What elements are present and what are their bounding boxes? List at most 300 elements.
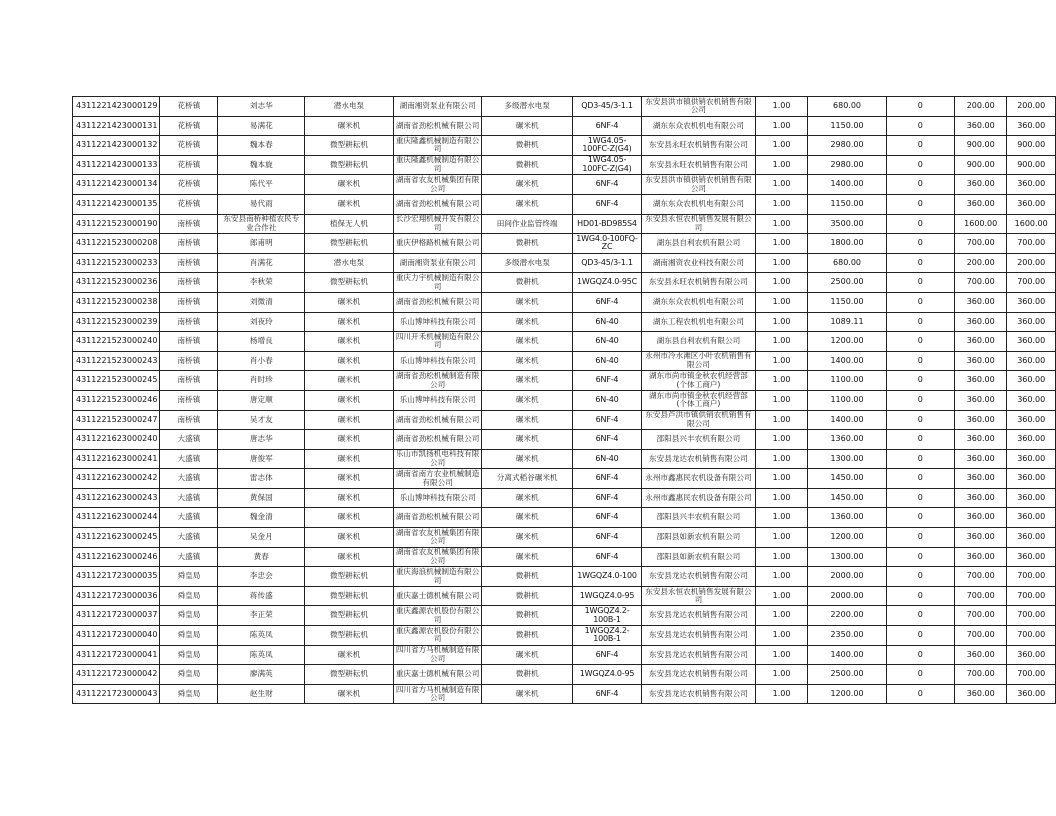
col-zero-cell: 0 [886, 214, 954, 234]
table-row [73, 430, 1056, 450]
quantity-cell: 1.00 [755, 332, 808, 352]
manufacturer-cell: 乐山博坤科技有限公司 [393, 312, 482, 332]
applicant-name-cell: 李正荣 [218, 606, 305, 626]
record-id-cell: 4311221723000036 [73, 586, 160, 606]
quantity-cell: 1.00 [755, 626, 808, 646]
central-subsidy-cell: 200.00 [955, 97, 1007, 117]
quantity-cell: 1.00 [755, 371, 808, 391]
central-subsidy-cell: 360.00 [955, 547, 1007, 567]
table-row [73, 155, 1056, 175]
manufacturer-cell: 重庆嘉士德机械有限公司 [393, 586, 482, 606]
col-zero-cell: 0 [886, 410, 954, 430]
central-subsidy-cell: 700.00 [955, 606, 1007, 626]
model-cell: 1WGQZ4.0-95C [572, 273, 641, 293]
quantity-cell: 1.00 [755, 508, 808, 528]
quantity-cell: 1.00 [755, 528, 808, 548]
dealer-cell: 东安县洪市镇供销农机销售有限公司 [642, 175, 756, 195]
central-subsidy-cell: 700.00 [955, 626, 1007, 646]
product-name-cell: 多级潜水电泵 [482, 253, 573, 273]
applicant-name-cell: 刘夜玲 [218, 312, 305, 332]
dealer-cell: 邵阳县兴丰农机有限公司 [642, 430, 756, 450]
applicant-name-cell: 易代雨 [218, 194, 305, 214]
dealer-cell: 邵阳县兴丰农机有限公司 [642, 508, 756, 528]
col-zero-cell: 0 [886, 390, 954, 410]
quantity-cell: 1.00 [755, 645, 808, 665]
dealer-cell: 东安县龙达农机销售有限公司 [642, 665, 756, 685]
col-zero-cell: 0 [886, 234, 954, 254]
quantity-cell: 1.00 [755, 449, 808, 469]
product-name-cell: 碾米机 [482, 645, 573, 665]
table-row [73, 528, 1056, 548]
machine-category-cell: 碾米机 [305, 390, 394, 410]
total-subsidy-cell: 700.00 [1007, 586, 1056, 606]
col-zero-cell: 0 [886, 469, 954, 489]
central-subsidy-cell: 360.00 [955, 351, 1007, 371]
product-name-cell: 碾米机 [482, 312, 573, 332]
manufacturer-cell: 乐山市凯扬机电科技有限公司 [393, 449, 482, 469]
table-row [73, 175, 1056, 195]
machine-category-cell: 碾米机 [305, 175, 394, 195]
total-subsidy-cell: 700.00 [1007, 567, 1056, 587]
dealer-cell: 东安县龙达农机销售有限公司 [642, 606, 756, 626]
applicant-name-cell: 唐志华 [218, 430, 305, 450]
manufacturer-cell: 乐山博坤科技有限公司 [393, 351, 482, 371]
col-zero-cell: 0 [886, 194, 954, 214]
town-cell: 南桥镇 [160, 410, 218, 430]
record-id-cell: 4311221623000246 [73, 547, 160, 567]
record-id-cell: 4311221423000132 [73, 136, 160, 156]
machine-category-cell: 微型耕耘机 [305, 665, 394, 685]
model-cell: 6N-40 [572, 332, 641, 352]
machine-category-cell: 微型耕耘机 [305, 606, 394, 626]
applicant-name-cell: 肖时珍 [218, 371, 305, 391]
manufacturer-cell: 重庆伊格路机械有限公司 [393, 234, 482, 254]
applicant-name-cell: 陈英凤 [218, 626, 305, 646]
manufacturer-cell: 重庆海浪机械制造有限公司 [393, 567, 482, 587]
dealer-cell: 东安县龙达农机销售有限公司 [642, 626, 756, 646]
manufacturer-cell: 湖南湘资泵业有限公司 [393, 97, 482, 117]
table-row [73, 234, 1056, 254]
total-subsidy-cell: 360.00 [1007, 332, 1056, 352]
sale-price-cell: 1100.00 [808, 390, 886, 410]
applicant-name-cell: 魏本春 [218, 136, 305, 156]
central-subsidy-cell: 360.00 [955, 488, 1007, 508]
applicant-name-cell: 蒋传盛 [218, 586, 305, 606]
manufacturer-cell: 湖南省农友机械集团有限公司 [393, 547, 482, 567]
manufacturer-cell: 湖南湘资泵业有限公司 [393, 253, 482, 273]
model-cell: 1WGQZ4.0-95 [572, 586, 641, 606]
product-name-cell: 微耕机 [482, 567, 573, 587]
central-subsidy-cell: 700.00 [955, 586, 1007, 606]
table-row [73, 469, 1056, 489]
col-zero-cell: 0 [886, 97, 954, 117]
subsidy-table [72, 96, 1056, 704]
town-cell: 大盛镇 [160, 528, 218, 548]
quantity-cell: 1.00 [755, 312, 808, 332]
product-name-cell: 碾米机 [482, 194, 573, 214]
sale-price-cell: 2350.00 [808, 626, 886, 646]
table-row [73, 97, 1056, 117]
machine-category-cell: 碾米机 [305, 449, 394, 469]
applicant-name-cell: 雷志体 [218, 469, 305, 489]
col-zero-cell: 0 [886, 547, 954, 567]
product-name-cell: 微耕机 [482, 234, 573, 254]
col-zero-cell: 0 [886, 273, 954, 293]
total-subsidy-cell: 360.00 [1007, 430, 1056, 450]
quantity-cell: 1.00 [755, 684, 808, 704]
quantity-cell: 1.00 [755, 292, 808, 312]
dealer-cell: 湖东县自利农机有限公司 [642, 234, 756, 254]
sale-price-cell: 2200.00 [808, 606, 886, 626]
total-subsidy-cell: 360.00 [1007, 508, 1056, 528]
central-subsidy-cell: 360.00 [955, 194, 1007, 214]
machine-category-cell: 碾米机 [305, 547, 394, 567]
town-cell: 南桥镇 [160, 292, 218, 312]
col-zero-cell: 0 [886, 312, 954, 332]
model-cell: 1WG4.05-100FC-Z(G4) [572, 136, 641, 156]
machine-category-cell: 微型耕耘机 [305, 155, 394, 175]
total-subsidy-cell: 200.00 [1007, 97, 1056, 117]
machine-category-cell: 碾米机 [305, 194, 394, 214]
dealer-cell: 湖东东众农机机电有限公司 [642, 116, 756, 136]
machine-category-cell: 碾米机 [305, 116, 394, 136]
table-row [73, 253, 1056, 273]
applicant-name-cell: 唐定顺 [218, 390, 305, 410]
model-cell: QD3-45/3-1.1 [572, 97, 641, 117]
manufacturer-cell: 重庆隆鑫机械制造有限公司 [393, 136, 482, 156]
total-subsidy-cell: 360.00 [1007, 684, 1056, 704]
central-subsidy-cell: 700.00 [955, 567, 1007, 587]
sale-price-cell: 2980.00 [808, 155, 886, 175]
machine-category-cell: 碾米机 [305, 312, 394, 332]
central-subsidy-cell: 1600.00 [955, 214, 1007, 234]
product-name-cell: 微耕机 [482, 626, 573, 646]
product-name-cell: 碾米机 [482, 371, 573, 391]
record-id-cell: 4311221623000241 [73, 449, 160, 469]
table-row [73, 567, 1056, 587]
quantity-cell: 1.00 [755, 97, 808, 117]
product-name-cell: 碾米机 [482, 508, 573, 528]
town-cell: 花桥镇 [160, 116, 218, 136]
table-row [73, 626, 1056, 646]
record-id-cell: 4311221523000239 [73, 312, 160, 332]
manufacturer-cell: 重庆隆鑫机械制造有限公司 [393, 155, 482, 175]
dealer-cell: 邵阳县如新农机有限公司 [642, 528, 756, 548]
record-id-cell: 4311221423000131 [73, 116, 160, 136]
applicant-name-cell: 刘志华 [218, 97, 305, 117]
machine-category-cell: 碾米机 [305, 410, 394, 430]
manufacturer-cell: 湖南省农友机械集团有限公司 [393, 175, 482, 195]
table-row [73, 606, 1056, 626]
machine-category-cell: 微型耕耘机 [305, 567, 394, 587]
manufacturer-cell: 湖南省劲松机械有限公司 [393, 292, 482, 312]
total-subsidy-cell: 360.00 [1007, 488, 1056, 508]
sale-price-cell: 1400.00 [808, 410, 886, 430]
model-cell: 1WGQZ4.0-95 [572, 665, 641, 685]
central-subsidy-cell: 360.00 [955, 684, 1007, 704]
town-cell: 花桥镇 [160, 155, 218, 175]
quantity-cell: 1.00 [755, 390, 808, 410]
table-row [73, 488, 1056, 508]
record-id-cell: 4311221623000242 [73, 469, 160, 489]
dealer-cell: 东安县永恒农机销售发展有限公司 [642, 586, 756, 606]
town-cell: 大盛镇 [160, 430, 218, 450]
applicant-name-cell: 陈代平 [218, 175, 305, 195]
manufacturer-cell: 四川省方马机械制造有限公司 [393, 645, 482, 665]
central-subsidy-cell: 360.00 [955, 645, 1007, 665]
quantity-cell: 1.00 [755, 175, 808, 195]
product-name-cell: 碾米机 [482, 449, 573, 469]
quantity-cell: 1.00 [755, 410, 808, 430]
applicant-name-cell: 赵生财 [218, 684, 305, 704]
town-cell: 南桥镇 [160, 390, 218, 410]
record-id-cell: 4311221723000040 [73, 626, 160, 646]
record-id-cell: 4311221723000037 [73, 606, 160, 626]
product-name-cell: 多级潜水电泵 [482, 97, 573, 117]
sale-price-cell: 1150.00 [808, 292, 886, 312]
model-cell: 6NF-4 [572, 371, 641, 391]
col-zero-cell: 0 [886, 645, 954, 665]
town-cell: 花桥镇 [160, 97, 218, 117]
record-id-cell: 4311221523000190 [73, 214, 160, 234]
col-zero-cell: 0 [886, 449, 954, 469]
sale-price-cell: 1360.00 [808, 508, 886, 528]
applicant-name-cell: 刘微清 [218, 292, 305, 312]
total-subsidy-cell: 360.00 [1007, 371, 1056, 391]
col-zero-cell: 0 [886, 116, 954, 136]
dealer-cell: 湖东工程农机机电有限公司 [642, 312, 756, 332]
town-cell: 舜皇局 [160, 665, 218, 685]
manufacturer-cell: 湖南省劲松机械制造有限公司 [393, 371, 482, 391]
central-subsidy-cell: 200.00 [955, 253, 1007, 273]
table-body [73, 97, 1056, 704]
record-id-cell: 4311221423000129 [73, 97, 160, 117]
town-cell: 舜皇局 [160, 626, 218, 646]
machine-category-cell: 微型耕耘机 [305, 136, 394, 156]
dealer-cell: 东安县永旺农机销售有限公司 [642, 136, 756, 156]
record-id-cell: 4311221523000238 [73, 292, 160, 312]
central-subsidy-cell: 360.00 [955, 410, 1007, 430]
product-name-cell: 碾米机 [482, 430, 573, 450]
manufacturer-cell: 湖南省劲松机械有限公司 [393, 430, 482, 450]
quantity-cell: 1.00 [755, 665, 808, 685]
model-cell: 6N-40 [572, 390, 641, 410]
quantity-cell: 1.00 [755, 351, 808, 371]
applicant-name-cell: 李忠会 [218, 567, 305, 587]
machine-category-cell: 碾米机 [305, 430, 394, 450]
machine-category-cell: 微型耕耘机 [305, 273, 394, 293]
applicant-name-cell: 魏金清 [218, 508, 305, 528]
quantity-cell: 1.00 [755, 430, 808, 450]
central-subsidy-cell: 360.00 [955, 469, 1007, 489]
dealer-cell: 湖东东众农机机电有限公司 [642, 292, 756, 312]
model-cell: 1WGQZ4.0-100 [572, 567, 641, 587]
machine-category-cell: 碾米机 [305, 469, 394, 489]
machine-category-cell: 碾米机 [305, 351, 394, 371]
model-cell: 6NF-4 [572, 684, 641, 704]
town-cell: 南桥镇 [160, 371, 218, 391]
product-name-cell: 微耕机 [482, 136, 573, 156]
total-subsidy-cell: 900.00 [1007, 136, 1056, 156]
applicant-name-cell: 李秋荣 [218, 273, 305, 293]
sale-price-cell: 1100.00 [808, 371, 886, 391]
applicant-name-cell: 肖满花 [218, 253, 305, 273]
model-cell: 6NF-4 [572, 508, 641, 528]
col-zero-cell: 0 [886, 175, 954, 195]
sale-price-cell: 1400.00 [808, 175, 886, 195]
central-subsidy-cell: 360.00 [955, 312, 1007, 332]
dealer-cell: 永州市鑫惠民农机设备有限公司 [642, 488, 756, 508]
product-name-cell: 碾米机 [482, 410, 573, 430]
table-row [73, 586, 1056, 606]
quantity-cell: 1.00 [755, 194, 808, 214]
dealer-cell: 东安县永旺农机销售有限公司 [642, 155, 756, 175]
town-cell: 大盛镇 [160, 547, 218, 567]
manufacturer-cell: 湖南省南方农业机械制造有限公司 [393, 469, 482, 489]
sale-price-cell: 2500.00 [808, 273, 886, 293]
table-row [73, 351, 1056, 371]
machine-category-cell: 碾米机 [305, 528, 394, 548]
sale-price-cell: 1150.00 [808, 194, 886, 214]
sale-price-cell: 1400.00 [808, 351, 886, 371]
manufacturer-cell: 湖南省农友机械集团有限公司 [393, 528, 482, 548]
product-name-cell: 微耕机 [482, 155, 573, 175]
manufacturer-cell: 湖南省劲松机械有限公司 [393, 410, 482, 430]
table-row [73, 214, 1056, 234]
model-cell: 1WG4.05-100FC-Z(G4) [572, 155, 641, 175]
col-zero-cell: 0 [886, 371, 954, 391]
central-subsidy-cell: 360.00 [955, 449, 1007, 469]
total-subsidy-cell: 360.00 [1007, 547, 1056, 567]
manufacturer-cell: 湖南省劲松机械有限公司 [393, 508, 482, 528]
machine-category-cell: 潜水电泵 [305, 253, 394, 273]
product-name-cell: 碾米机 [482, 547, 573, 567]
sale-price-cell: 1089.11 [808, 312, 886, 332]
total-subsidy-cell: 700.00 [1007, 606, 1056, 626]
sale-price-cell: 2000.00 [808, 567, 886, 587]
central-subsidy-cell: 360.00 [955, 528, 1007, 548]
col-zero-cell: 0 [886, 430, 954, 450]
model-cell: 6NF-4 [572, 645, 641, 665]
table-row [73, 312, 1056, 332]
table-row [73, 116, 1056, 136]
quantity-cell: 1.00 [755, 253, 808, 273]
machine-category-cell: 碾米机 [305, 684, 394, 704]
town-cell: 花桥镇 [160, 175, 218, 195]
machine-category-cell: 碾米机 [305, 292, 394, 312]
table-row [73, 390, 1056, 410]
table-row [73, 136, 1056, 156]
col-zero-cell: 0 [886, 332, 954, 352]
col-zero-cell: 0 [886, 351, 954, 371]
central-subsidy-cell: 360.00 [955, 332, 1007, 352]
table-row [73, 547, 1056, 567]
product-name-cell: 碾米机 [482, 488, 573, 508]
central-subsidy-cell: 700.00 [955, 234, 1007, 254]
sale-price-cell: 680.00 [808, 253, 886, 273]
total-subsidy-cell: 360.00 [1007, 116, 1056, 136]
table-row [73, 645, 1056, 665]
quantity-cell: 1.00 [755, 567, 808, 587]
model-cell: 6NF-4 [572, 410, 641, 430]
product-name-cell: 分离式稻谷碾米机 [482, 469, 573, 489]
total-subsidy-cell: 360.00 [1007, 194, 1056, 214]
product-name-cell: 微耕机 [482, 586, 573, 606]
manufacturer-cell: 乐山博坤科技有限公司 [393, 488, 482, 508]
applicant-name-cell: 黄春 [218, 547, 305, 567]
col-zero-cell: 0 [886, 253, 954, 273]
model-cell: 6NF-4 [572, 469, 641, 489]
record-id-cell: 4311221723000042 [73, 665, 160, 685]
applicant-name-cell: 吴才友 [218, 410, 305, 430]
product-name-cell: 碾米机 [482, 528, 573, 548]
manufacturer-cell: 重庆力宇机械制造有限公司 [393, 273, 482, 293]
table-row [73, 410, 1056, 430]
sale-price-cell: 1400.00 [808, 645, 886, 665]
dealer-cell: 永州市鑫惠民农机设备有限公司 [642, 469, 756, 489]
col-zero-cell: 0 [886, 508, 954, 528]
total-subsidy-cell: 360.00 [1007, 175, 1056, 195]
central-subsidy-cell: 360.00 [955, 371, 1007, 391]
quantity-cell: 1.00 [755, 214, 808, 234]
product-name-cell: 微耕机 [482, 606, 573, 626]
col-zero-cell: 0 [886, 665, 954, 685]
total-subsidy-cell: 360.00 [1007, 528, 1056, 548]
total-subsidy-cell: 700.00 [1007, 273, 1056, 293]
dealer-cell: 东安县龙达农机销售有限公司 [642, 684, 756, 704]
applicant-name-cell: 郎甫明 [218, 234, 305, 254]
sale-price-cell: 1800.00 [808, 234, 886, 254]
product-name-cell: 碾米机 [482, 684, 573, 704]
machine-category-cell: 微型耕耘机 [305, 586, 394, 606]
sale-price-cell: 680.00 [808, 97, 886, 117]
sale-price-cell: 1200.00 [808, 684, 886, 704]
town-cell: 南桥镇 [160, 273, 218, 293]
sale-price-cell: 1360.00 [808, 430, 886, 450]
subsidy-table-sheet [72, 96, 1056, 704]
col-zero-cell: 0 [886, 528, 954, 548]
manufacturer-cell: 湖南省劲松机械有限公司 [393, 116, 482, 136]
machine-category-cell: 碾米机 [305, 645, 394, 665]
total-subsidy-cell: 360.00 [1007, 292, 1056, 312]
town-cell: 南桥镇 [160, 312, 218, 332]
record-id-cell: 4311221623000245 [73, 528, 160, 548]
dealer-cell: 湖东县自利农机有限公司 [642, 332, 756, 352]
product-name-cell: 田间作业监管终端 [482, 214, 573, 234]
dealer-cell: 东安县洪市镇供销农机销售有限公司 [642, 97, 756, 117]
col-zero-cell: 0 [886, 684, 954, 704]
sale-price-cell: 1450.00 [808, 469, 886, 489]
sale-price-cell: 2500.00 [808, 665, 886, 685]
total-subsidy-cell: 360.00 [1007, 390, 1056, 410]
model-cell: 6N-40 [572, 312, 641, 332]
sale-price-cell: 1200.00 [808, 332, 886, 352]
sale-price-cell: 2980.00 [808, 136, 886, 156]
record-id-cell: 4311221623000240 [73, 430, 160, 450]
dealer-cell: 东安县龙达农机销售有限公司 [642, 567, 756, 587]
town-cell: 南桥镇 [160, 351, 218, 371]
record-id-cell: 4311221523000246 [73, 390, 160, 410]
col-zero-cell: 0 [886, 136, 954, 156]
record-id-cell: 4311221723000043 [73, 684, 160, 704]
town-cell: 南桥镇 [160, 253, 218, 273]
record-id-cell: 4311221623000243 [73, 488, 160, 508]
town-cell: 大盛镇 [160, 508, 218, 528]
record-id-cell: 4311221523000236 [73, 273, 160, 293]
model-cell: 6NF-4 [572, 547, 641, 567]
town-cell: 南桥镇 [160, 234, 218, 254]
sale-price-cell: 1450.00 [808, 488, 886, 508]
